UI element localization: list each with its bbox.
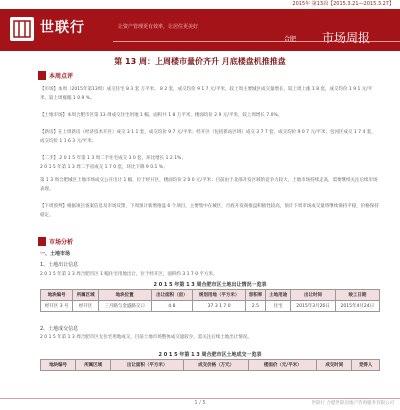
- report-title: 市场周报: [321, 31, 370, 45]
- section-marker-icon: [38, 71, 46, 80]
- table-header-row: [41, 360, 380, 371]
- table-column-header: 土地用途: [265, 290, 290, 301]
- summary-paragraph: 2 0 1 5 年第 1 3 周二手房成交 1 7 0 套，环比下降 9 0.1 %；: [40, 165, 168, 170]
- section-marker-icon: [38, 237, 46, 246]
- land-trade-subheading: 2、土地成交信息: [40, 326, 79, 332]
- header-banner: [0, 9, 400, 51]
- land-offer-table: [40, 289, 380, 312]
- summary-paragraph: 【新房】在上周新房（经济技术开区）成交 3 1 1 套，成交均价 9 7 元/平米；经开区（包括新站区域）成交 3 7 7 套，成交均价 9 0 7 元/平米；包河区成交 1 7 4 套，成交均价 1 1 6 3 元/平米；: [40, 130, 376, 144]
- table-column-header: 地块位置: [98, 290, 151, 301]
- page-number: 1 / 5: [194, 400, 206, 406]
- table-column-header: 竞得人: [352, 360, 380, 371]
- table-cell: 37 3 1 7 0: [193, 301, 246, 312]
- table-cell: 经开区: [73, 301, 98, 312]
- summary-paragraph: 【土地市场】本周合肥市区第 13 周成交住宅用地 1 幅，面积共 1 8 万平米，楼面均价 2 9 元/平米，较上周增长 7.0%。: [40, 113, 283, 118]
- table-column-header: 成交时间: [317, 360, 352, 371]
- analysis-section-header: [38, 236, 73, 247]
- top-meta-bar: [0, 0, 400, 9]
- table-cell: 4.8: [151, 301, 193, 312]
- table-column-header: 所属区域: [73, 290, 98, 301]
- summary-paragraph: 【市场】本周（2015年第13周）成交住宅 8 3 套 万平米、 8 2 套，成交均价 9 1 7 元/平米，较上周主要城区成交量增长，较上周上涨 1 8 套，成交均价 1 9 1 元/平米，较上周涨幅 1 0.9 %。: [40, 87, 373, 101]
- brand-slogan: 让资产管理更有效率，让居住更美好: [118, 24, 199, 30]
- land-offer-subheading: 1、土地出让信息: [40, 262, 79, 268]
- table-row: [41, 301, 380, 312]
- land-trade-intro: 2 0 1 5 年第 1 3 周合肥市区无住宅用地成交，目前土地市场整体成交量较少，需关注后续土地出让情况。: [40, 335, 252, 340]
- summary-paragraph: 【下周预判】根据项目备案信息及市场反馈，下周预计新增推盘 6 个项目，主要集中在城区，月底开发商推盘积极性较高，预计下周市场成交量将继续保持平稳，价格保持稳定。: [40, 204, 379, 218]
- footer-divider: [0, 398, 400, 399]
- summary-paragraph: 第 1 3 周合肥城区土地市场成交公开出让 1 幅，位于经开区，楼面均价 2 0 0 元/平米；目前由于北部开发区域的竞争力较大，土地市场持续走高，需要继续关注后续市场表现。: [40, 178, 378, 192]
- table-column-header: 所属区域: [76, 360, 111, 371]
- analysis-heading: 市场分析: [49, 239, 74, 246]
- table-cell: 2.5: [245, 301, 265, 312]
- table-column-header: 出让面积（亩）: [151, 290, 193, 301]
- table-cell: 2015年4月24日: [335, 301, 379, 312]
- table-column-header: 出让面积（平方米）: [111, 360, 184, 371]
- brand-name: 世联行: [40, 20, 85, 36]
- table-column-header: 地块编号: [41, 290, 73, 301]
- footer-company: 世联行 合肥世联房地产咨询服务有限公司: [311, 401, 394, 406]
- table-column-header: 容积率: [245, 290, 265, 301]
- land-market-heading: 一、土地市场: [40, 251, 71, 257]
- summary-paragraph: 【二手】 2 0 1 5 年第 1 3 周二手住宅成交 3 0 套，环比增长 1 2.1%；: [40, 156, 186, 161]
- land-offer-table-title: 2 0 1 5 年第 1 3 周合肥市区土地出让情况一览表: [153, 282, 267, 288]
- table-column-header: 规划用地（平方米）: [193, 290, 246, 301]
- brand-logo-icon: [10, 17, 34, 41]
- table-column-header: 出让时间: [291, 290, 335, 301]
- table-cell: 经开区 3 号: [41, 301, 73, 312]
- table-column-header: 成交价格（万元）: [184, 360, 249, 371]
- table-column-header: 地块编号: [41, 360, 76, 371]
- table-cell: 2015年3月26日: [291, 301, 335, 312]
- land-trade-table: [40, 359, 380, 371]
- table-cell: 住宅: [265, 301, 290, 312]
- table-column-header: 竣工日期: [335, 290, 379, 301]
- summary-section-header: [38, 70, 73, 81]
- table-cell: 三月路与金盛路交口: [98, 301, 151, 312]
- page-headline: 第 13 周：上周楼市量价齐升 月底楼盘机推推盘: [114, 57, 286, 66]
- report-city: 合肥: [283, 36, 296, 43]
- land-offer-intro: 2 0 1 5 年第 1 3 周合肥市区 1 幅住宅用地出让，位于经开区，面积约 3 1 7 0 平方米。: [40, 272, 218, 277]
- summary-heading: 本周点评: [49, 73, 74, 80]
- table-header-row: [41, 290, 380, 301]
- table-column-header: 楼面价（元/平米）: [249, 360, 317, 371]
- land-trade-table-title: 2 0 1 5 年第 1 3 周合肥市区土地成交一览表: [158, 352, 262, 358]
- report-week-range: 2015年 第13周【2015.3.21—2015.3.27】: [292, 1, 394, 7]
